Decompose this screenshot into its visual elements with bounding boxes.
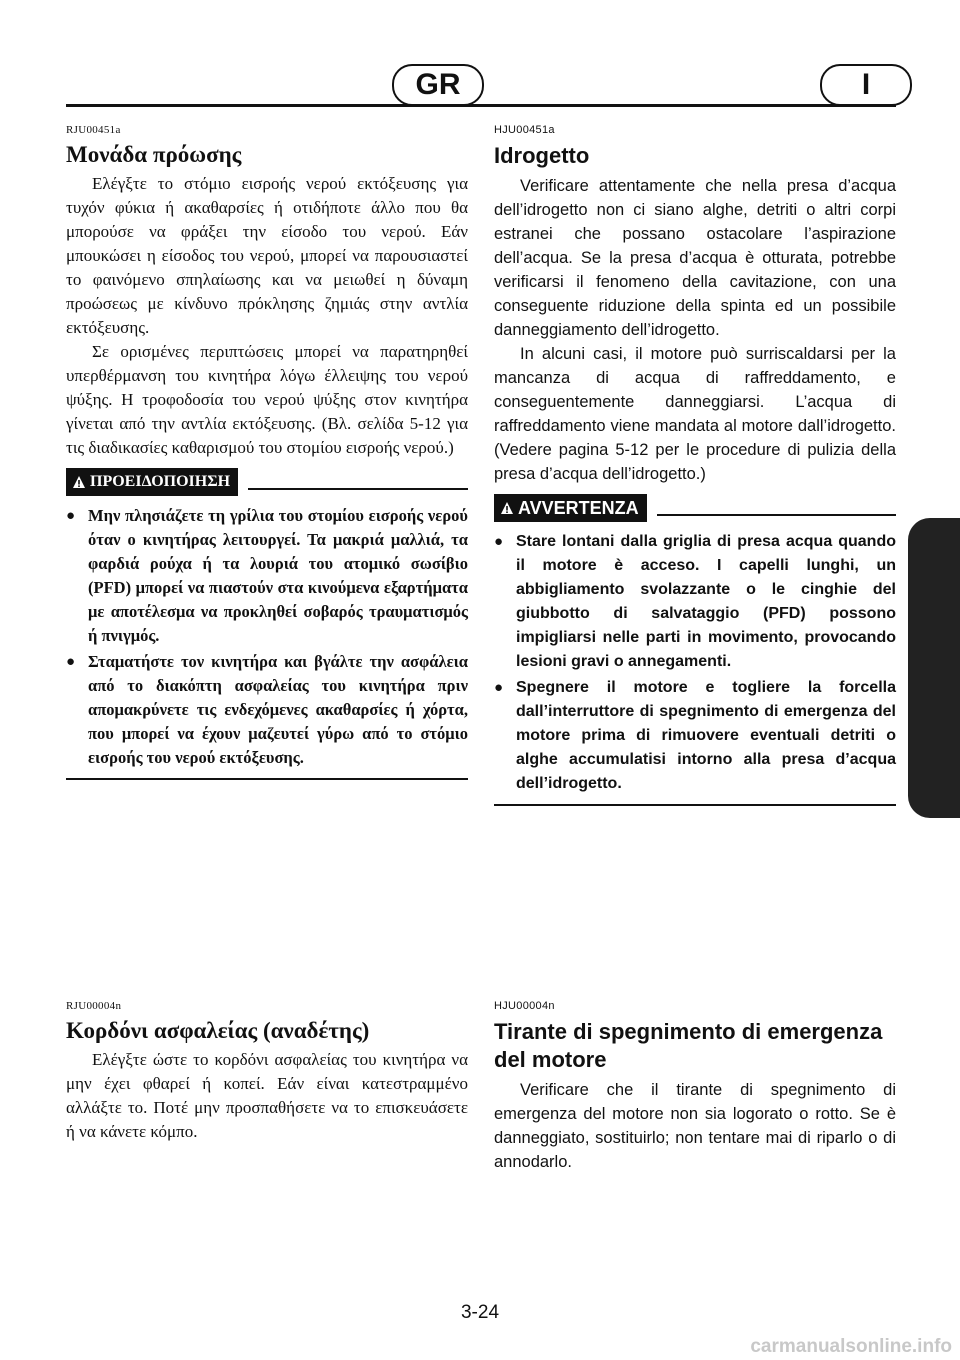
bullet-text: Spegnere il motore e togliere la forcella dall’interruttore di spegnimento di emergenza del motore prima di rimuovere eventuali detriti o alghe accumulatisi intorno alla presa d’acqua dell’idrogetto. (516, 679, 896, 792)
greek-section-lanyard (66, 1000, 468, 1144)
warning-bullet (494, 676, 896, 796)
paragraph: Verificare che il tirante di spegnimento di emergenza del motore non sia logorato o rotto. Se è danneggiato, sostituirlo; non tentare mai di riparlo o di annodarlo. (494, 1081, 896, 1171)
greek-section-propulsion (66, 124, 468, 780)
italian-section-tirante (494, 1000, 896, 1174)
warning-bullet (494, 530, 896, 674)
bullet-dot-icon: ● (66, 508, 76, 524)
language-badge-gr: GR (392, 64, 484, 106)
page-number: 3-24 (460, 1302, 500, 1323)
warning-label: ΠΡΟΕΙΔΟΠΟΙΗΣΗ (90, 473, 231, 490)
bullet-dot-icon: ● (494, 679, 504, 696)
warning-end-rule (66, 778, 468, 780)
warning-triangle-icon (72, 475, 86, 489)
warning-bullet (66, 650, 468, 770)
section-code: HJU00451a (494, 124, 555, 136)
bullet-text: Μην πλησιάζετε τη γρίλια του στομίου εισροής νερού όταν ο κινητήρας λειτουργεί. Τα μακριά μαλλιά, τα φαρδιά ρούχα ή τα λουριά του ατομικό σωσίβιο (PFD) μπορεί να πιαστούν στα κινούμενα εξαρτήματα με αποτέλεσμα να προκληθεί σοβαρός τραυματισμός ή πνιγμός. (88, 506, 468, 645)
warning-end-rule (494, 804, 896, 806)
warning-header (66, 468, 468, 496)
section-code: RJU00004n (66, 1000, 122, 1012)
bullet-dot-icon: ● (494, 533, 504, 550)
paragraph: Σε ορισμένες περιπτώσεις μπορεί να παρατηρηθεί υπερθέρμανση του κινητήρα λόγω έλλειψης του νερού ψύξης. Η τροφοδοσία του νερού ψύξης στον κινητήρα γίνεται από την αντλία εκτόξευσης. (Βλ. σελίδα 5-12 για τις διαδικασίες καθαρισμού του στομίου εισροής νερού.) (66, 342, 468, 457)
section-title: Κορδόνι ασφαλείας (αναδέτης) (66, 1018, 370, 1043)
watermark: carmanualsonline.info (750, 1336, 952, 1357)
section-title: Tirante di spegnimento di emergenza del motore (494, 1019, 883, 1072)
bullet-text: Stare lontani dalla griglia di presa acqua quando il motore è acceso. I capelli lunghi, un abbigliamento svolazzante o le cinghie del giubbotto di salvataggio (PFD) possono impigliarsi nelle parti in movimento, provocando lesioni gravi o annegamenti. (516, 533, 896, 670)
language-badge-it: I (820, 64, 912, 106)
warning-badge (66, 468, 238, 496)
warning-label: AVVERTENZA (518, 497, 639, 518)
warning-triangle-icon (500, 501, 514, 515)
italian-section-idrogetto (494, 124, 896, 806)
warning-header (494, 494, 896, 522)
bullet-dot-icon: ● (66, 654, 76, 670)
warning-rule (657, 514, 896, 516)
section-title: Μονάδα πρόωσης (66, 142, 242, 167)
bullet-text: Σταματήστε τον κινητήρα και βγάλτε την ασφάλεια από το διακόπτη ασφαλείας του κινητήρα πριν απομακρύνετε τις ενδεχόμενες ακαθαρσίες ή χόρτα, που μπορεί να έχουν μαζευτεί γύρω από το στόμιο εισροής του νερού εκτόξευσης. (88, 652, 468, 767)
section-title: Idrogetto (494, 143, 590, 168)
header-rule (66, 104, 896, 107)
page-header (0, 0, 960, 110)
warning-rule (248, 488, 468, 490)
warning-bullet (66, 504, 468, 648)
paragraph: Ελέγξτε ώστε το κορδόνι ασφαλείας του κινητήρα να μην έχει φθαρεί ή κοπεί. Εάν είναι κατεστραμμένο αλλάξτε το. Ποτέ μην προσπαθήσετε να το επισκευάσετε ή να κάνετε κόμπο. (66, 1050, 468, 1141)
paragraph: In alcuni casi, il motore può surriscaldarsi per la mancanza di acqua di raffreddamento, e conseguentemente danneggiarsi. L’acqua di raffreddamento viene mandata al motore dall’idrogetto. (Vedere pagina 5-12 per le procedure di pulizia della presa d’acqua dell’idrogetto.) (494, 345, 896, 483)
chapter-tab (908, 518, 960, 818)
paragraph: Verificare attentamente che nella presa d’acqua dell’idrogetto non ci siano alghe, detriti o altri corpi estranei che possano ostacolare l’aspirazione dell’acqua. Se la presa d’acqua è otturata, potrebbe verificarsi il fenomeno della cavitazione, con una conseguente riduzione della spinta ed un possibile danneggiamento dell’idrogetto. (494, 177, 896, 339)
section-code: RJU00451a (66, 124, 121, 136)
section-code: HJU00004n (494, 1000, 555, 1012)
paragraph: Ελέγξτε το στόμιο εισροής νερού εκτόξευσης για τυχόν φύκια ή ακαθαρσίες ή οτιδήποτε άλλο που θα μπορούσε να φράξει την είσοδο του νερού. Εάν μπουκώσει η είσοδος του νερού, μπορεί να παρουσιαστεί το φαινόμενο σπηλαίωσης και να μειωθεί η δύναμη προώσεως με κίνδυνο πρόκλησης ζημιάς στην αντλία εκτόξευσης. (66, 174, 468, 337)
warning-badge (494, 494, 647, 522)
